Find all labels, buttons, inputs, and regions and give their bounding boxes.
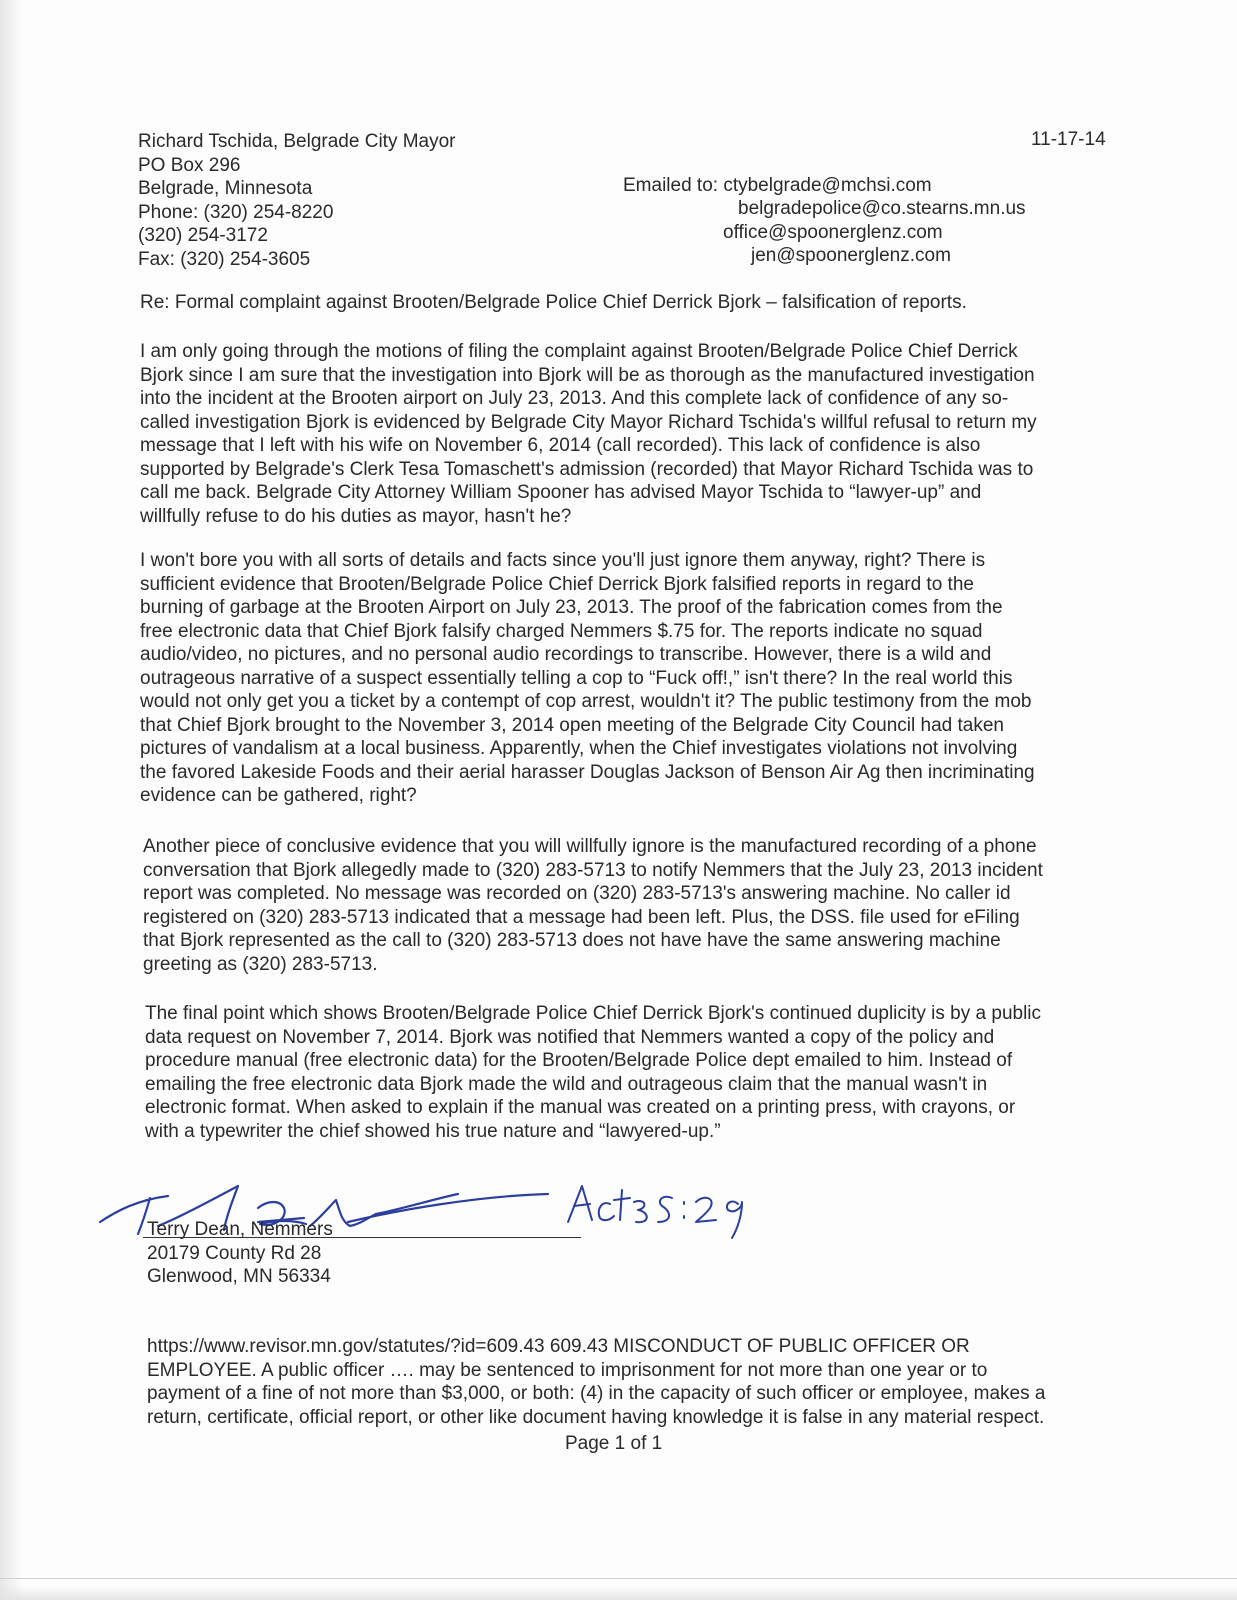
recipient-line: Richard Tschida, Belgrade City Mayor [138,131,456,152]
text-line: willfully refuse to do his duties as mayor, hasn't he? [140,505,572,527]
text-line: data request on November 7, 2014. Bjork was notified that Nemmers wanted a copy of the policy and [145,1026,995,1048]
body-paragraph-3 [143,835,1043,976]
recipient-line: (320) 254-3172 [138,225,268,246]
text-line: that Chief Bjork brought to the November 3, 2014 open meeting of the Belgrade City Council had taken [140,714,1004,736]
emailed-to-label: Emailed to: ctybelgrade@mchsi.com [623,175,932,196]
text-line: evidence can be gathered, right? [140,785,417,806]
text-line: registered on (320) 283-5713 indicated that a message had been left. Plus, the DSS. file used for eFiling [143,906,1020,928]
page-number: Page 1 of 1 [565,1433,663,1454]
text-line: audio/video, no pictures, and no personal audio recordings to transcribe. However, there is a wild and [140,644,992,665]
email-address: belgradepolice@co.stearns.mn.us [738,198,1026,219]
text-line: EMPLOYEE. A public officer …. may be sentenced to imprisonment for not more than one year or to [147,1359,988,1381]
text-line: report was completed. No message was recorded on (320) 283-5713's answering machine. No caller id [143,883,1011,904]
text-line: supported by Belgrade's Clerk Tesa Tomaschett's admission (recorded) that Mayor Richard Tschida was to [140,458,1034,480]
text-line: Another piece of conclusive evidence that you will willfully ignore is the manufactured recording of a phone [143,836,1037,857]
text-line: conversation that Bjork allegedly made to (320) 283-5713 to notify Nemmers that the July 23, 2013 incident [143,859,1043,881]
recipient-line: Fax: (320) 254-3605 [138,248,311,270]
text-line: called investigation Bjork is evidenced by Belgrade City Mayor Richard Tschida's willful refusal to return my [140,411,1037,433]
text-line: I won't bore you with all sorts of details and facts since you'll just ignore them anyway, right? There is [140,550,986,571]
body-paragraph-4 [145,1002,1041,1143]
text-line: pictures of vandalism at a local business. Apparently, when the Chief investigates violations not involving [140,738,1018,759]
text-line: Bjork since I am sure that the investigation into Bjork will be as thorough as the manufactured investigation [140,364,1035,386]
text-line: into the incident at the Brooten airport on July 23, 2013. And this complete lack of confidence of any so- [140,388,1009,409]
subject-line: Re: Formal complaint against Brooten/Belgrade Police Chief Derrick Bjork – falsification of reports. [140,292,967,313]
text-line: emailing the free electronic data Bjork made the wild and outrageous claim that the manual wasn't in [145,1073,988,1095]
text-line: free electronic data that Chief Bjork falsify charged Nemmers $.75 for. The reports indicate no squad [140,620,983,642]
text-line: https://www.revisor.mn.gov/statutes/?id=609.43 609.43 MISCONDUCT OF PUBLIC OFFICER OR [147,1336,970,1357]
sender-line: 20179 County Rd 28 [147,1242,322,1264]
text-line: payment of a fine of not more than $3,000, or both: (4) in the capacity of such officer or employee, makes a [147,1383,1046,1404]
text-line: The final point which shows Brooten/Belgrade Police Chief Derrick Bjork's continued duplicity is by a public [145,1003,1042,1024]
statute-citation [147,1335,1045,1429]
recipient-line: Belgrade, Minnesota [138,178,313,199]
letter-date: 11-17-14 [1031,129,1106,150]
sender-line: Glenwood, MN 56334 [147,1266,331,1287]
text-line: would not only get you a ticket by a contempt of cop arrest, wouldn't it? The public testimony from the mob [140,691,1032,712]
text-line: message that I left with his wife on November 6, 2014 (call recorded). This lack of confidence is also [140,435,981,456]
recipient-line: PO Box 296 [138,154,241,176]
text-line: electronic format. When asked to explain if the manual was created on a printing press, with crayons, or [145,1097,1016,1118]
text-line: call me back. Belgrade City Attorney William Spooner has advised Mayor Tschida to “lawyer-up” and [140,482,982,503]
text-line: that Bjork represented as the call to (320) 283-5713 does not have have the same answering machine [143,930,1001,951]
text-line: sufficient evidence that Brooten/Belgrade Police Chief Derrick Bjork falsified reports in regard to the [140,573,974,595]
body-paragraph-2 [140,549,1035,808]
email-address: office@spoonerglenz.com [723,222,943,243]
text-line: greeting as (320) 283-5713. [143,953,378,975]
text-line: with a typewriter the chief showed his true nature and “lawyered-up.” [145,1120,721,1142]
recipient-address [138,130,456,271]
email-address: jen@spoonerglenz.com [751,245,951,266]
text-line: the favored Lakeside Foods and their aerial harasser Douglas Jackson of Benson Air Ag then incriminating [140,761,1035,783]
recipient-line: Phone: (320) 254-8220 [138,201,334,223]
sender-address [147,1218,333,1289]
body-paragraph-1 [140,340,1037,528]
text-line: I am only going through the motions of filing the complaint against Brooten/Belgrade Police Chief Derrick [140,341,1018,362]
text-line: return, certificate, official report, or other like document having knowledge it is false in any material respect. [147,1406,1045,1428]
text-line: burning of garbage at the Brooten Airport on July 23, 2013. The proof of the fabrication comes from the [140,597,1003,618]
text-line: outrageous narrative of a suspect essentially telling a cop to “Fuck off!,” isn't there? In the real world this [140,667,1013,689]
sender-line: Terry Dean, Nemmers [147,1219,333,1240]
text-line: procedure manual (free electronic data) for the Brooten/Belgrade Police dept emailed to him. Instead of [145,1050,1013,1071]
